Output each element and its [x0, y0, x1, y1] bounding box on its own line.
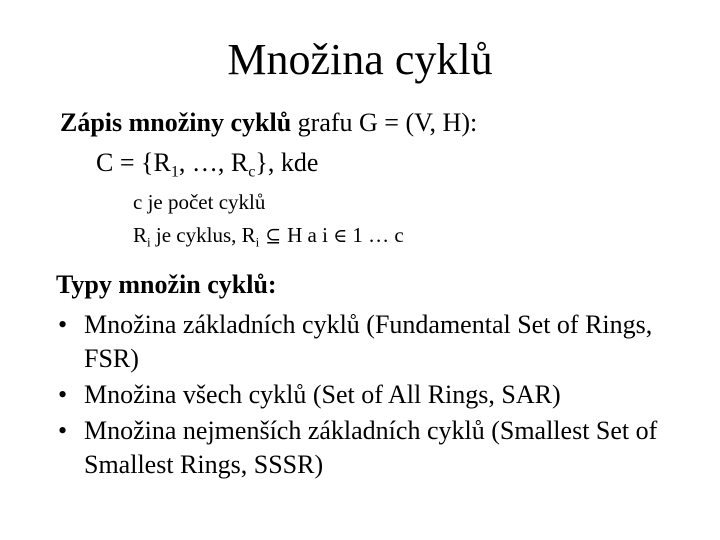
c-definition: c je počet cyklů: [133, 190, 266, 214]
list-item-text: Množina všech cyklů (Set of All Rings, SAR): [84, 380, 561, 409]
types-list: [56, 308, 676, 484]
formula-sub-1: 1: [170, 163, 179, 181]
subset-symbol: ⊆: [259, 225, 288, 247]
element-of-symbol: ∈: [333, 225, 348, 247]
ri-range: 1 … c: [347, 223, 404, 247]
bullet-icon: •: [58, 380, 68, 409]
types-heading-text: Typy množin cyklů:: [56, 270, 277, 299]
formula-end: }, kde: [255, 148, 319, 177]
formula-start: C = {R: [96, 148, 171, 177]
set-formula: [96, 146, 318, 180]
formula-sub-c: c: [248, 163, 256, 181]
notation-heading: [60, 106, 477, 140]
ri-r: R: [133, 223, 148, 247]
ri-text: je cyklus, R: [150, 223, 256, 247]
ri-text-2: H a i: [287, 223, 334, 247]
bullet-icon: •: [58, 310, 68, 339]
ri-sub-i-2: i: [255, 234, 260, 250]
notation-heading-rest: grafu G = (V, H):: [291, 108, 478, 137]
ri-sub-i: i: [147, 234, 151, 250]
notation-heading-bold: Zápis množiny cyklů: [60, 108, 292, 137]
bullet-icon: •: [58, 416, 68, 445]
types-heading: [56, 268, 277, 302]
list-item: [56, 378, 676, 412]
ri-definition: [133, 221, 404, 250]
list-item-text: Množina základních cyklů (Fundamental Set of Rings, FSR): [84, 310, 653, 373]
slide-title: Množina cyklů: [227, 35, 493, 84]
list-item: [56, 414, 676, 482]
list-item: [56, 308, 676, 376]
list-item-text: Množina nejmenších základních cyklů (Smallest Set of Smallest Rings, SSSR): [84, 416, 658, 479]
formula-mid: , …, R: [178, 148, 249, 177]
